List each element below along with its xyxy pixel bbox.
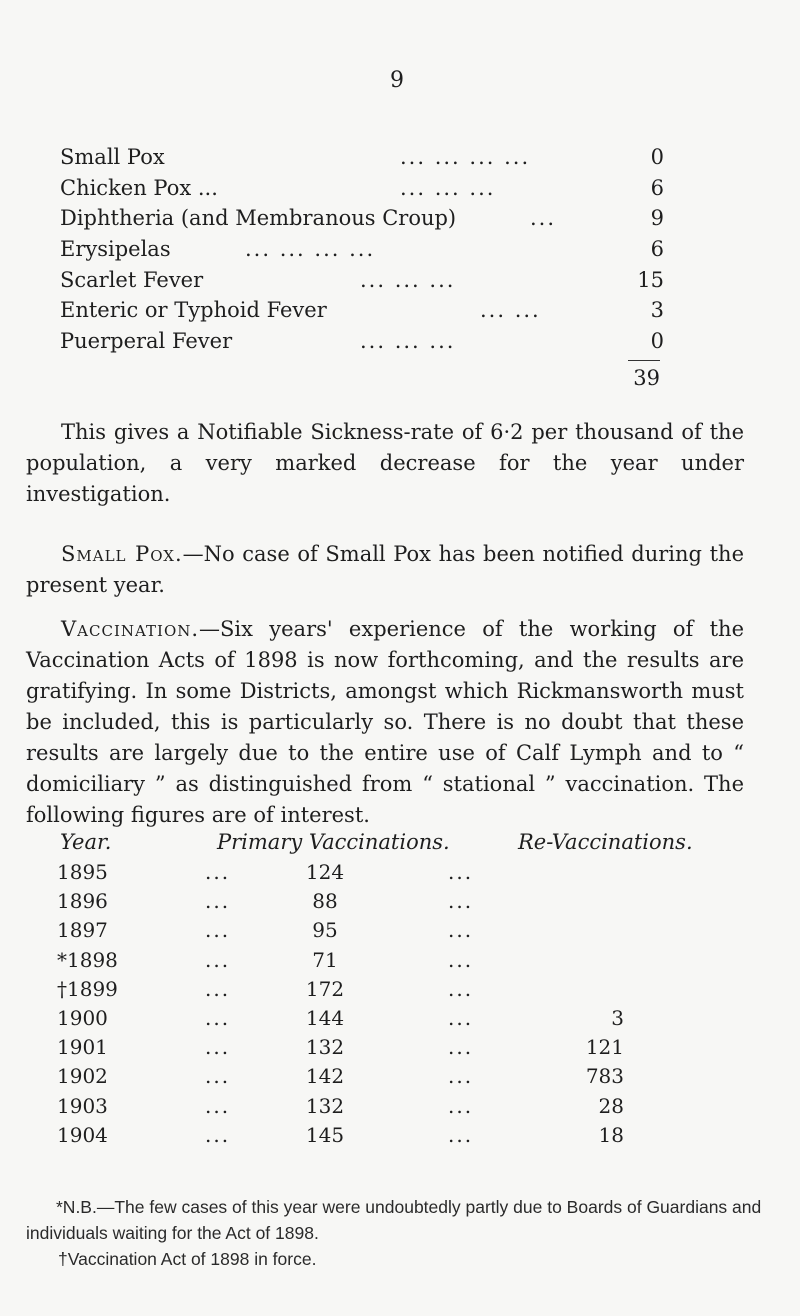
table-row bbox=[0, 1092, 800, 1121]
column-header-year: Year. bbox=[60, 830, 112, 854]
leader-dots: ... bbox=[448, 1035, 474, 1060]
disease-name: Diphtheria (and Membranous Croup) bbox=[60, 206, 457, 231]
leader-dots: ... bbox=[205, 918, 231, 943]
disease-total: 39 bbox=[633, 366, 660, 390]
revacc-cell: 3 bbox=[611, 1005, 624, 1030]
primary-cell: 124 bbox=[305, 860, 345, 884]
disease-name: Small Pox bbox=[60, 145, 165, 169]
table-row bbox=[0, 887, 800, 916]
disease-row bbox=[60, 173, 664, 204]
column-header-revaccinations: Re-Vaccinations. bbox=[518, 830, 693, 854]
small-pox-paragraph bbox=[26, 539, 744, 601]
leader-dots: ... bbox=[448, 1122, 474, 1147]
disease-count: 6 bbox=[650, 237, 664, 262]
paragraph-lead: Vaccination. bbox=[61, 617, 200, 641]
year-cell: 1896 bbox=[57, 889, 108, 914]
leader-dots: ... bbox=[448, 860, 474, 884]
year-cell: 1900 bbox=[57, 1005, 108, 1030]
disease-row bbox=[60, 142, 664, 173]
revacc-cell: 18 bbox=[598, 1122, 624, 1147]
disease-count: 3 bbox=[650, 298, 664, 323]
table-row bbox=[0, 1121, 800, 1150]
year-cell: 1904 bbox=[57, 1122, 108, 1147]
paragraph-body: —No case of Small Pox has been notified during the present year. bbox=[26, 542, 744, 597]
disease-row bbox=[60, 265, 664, 296]
year-cell: 1902 bbox=[57, 1064, 108, 1089]
disease-count: 6 bbox=[650, 175, 664, 200]
disease-count: 0 bbox=[650, 145, 664, 169]
disease-name: Scarlet Fever bbox=[60, 267, 204, 292]
paragraph-lead: Small Pox. bbox=[61, 542, 183, 566]
leader-dots: ... ... ... bbox=[400, 175, 496, 200]
disease-count: 0 bbox=[650, 329, 664, 354]
sickness-rate-paragraph: This gives a Notifiable Sickness-rate of 6·2 per thousand of the population, a very marked decrease for the year under investigation. bbox=[26, 420, 744, 506]
leader-dots: ... ... bbox=[480, 298, 541, 323]
total-rule bbox=[628, 360, 660, 361]
year-cell: 1903 bbox=[57, 1093, 108, 1118]
disease-name: Erysipelas bbox=[60, 237, 171, 262]
table-row bbox=[0, 1004, 800, 1033]
leader-dots: ... bbox=[448, 976, 474, 1001]
footnote-act: †Vaccination Act of 1898 in force. bbox=[58, 1248, 317, 1269]
disease-name: Chicken Pox ... bbox=[60, 175, 218, 200]
leader-dots: ... bbox=[205, 976, 231, 1001]
table-row bbox=[0, 1033, 800, 1062]
leader-dots: ... bbox=[205, 947, 231, 972]
leader-dots: ... ... ... ... bbox=[400, 145, 531, 169]
column-header-primary: Primary Vaccinations. bbox=[217, 830, 450, 854]
vaccination-paragraph bbox=[26, 614, 744, 831]
primary-cell: 132 bbox=[305, 1093, 345, 1118]
year-cell: 1897 bbox=[57, 918, 108, 943]
disease-table bbox=[60, 142, 664, 357]
disease-row bbox=[60, 295, 664, 326]
table-row bbox=[0, 975, 800, 1004]
leader-dots: ... ... ... bbox=[360, 267, 456, 292]
primary-cell: 71 bbox=[312, 947, 338, 972]
leader-dots: ... bbox=[448, 1005, 474, 1030]
leader-dots: ... bbox=[205, 1035, 231, 1060]
leader-dots: ... bbox=[205, 1005, 231, 1030]
primary-cell: 132 bbox=[305, 1035, 345, 1060]
disease-count: 9 bbox=[650, 206, 664, 231]
leader-dots: ... bbox=[205, 1064, 231, 1089]
disease-name: Puerperal Fever bbox=[60, 329, 233, 354]
footnote-nb: *N.B.—The few cases of this year were undoubtedly partly due to Boards of Guardians and individuals waiting for the Act of 1898. bbox=[26, 1196, 762, 1243]
disease-name: Enteric or Typhoid Fever bbox=[60, 298, 327, 323]
leader-dots: ... bbox=[448, 918, 474, 943]
table-row bbox=[0, 1062, 800, 1091]
revacc-cell: 783 bbox=[585, 1064, 624, 1089]
table-row bbox=[0, 946, 800, 975]
leader-dots: ... ... ... ... bbox=[245, 237, 376, 262]
leader-dots: ... bbox=[205, 1093, 231, 1118]
leader-dots: ... bbox=[205, 1122, 231, 1147]
vaccination-table bbox=[0, 858, 800, 1150]
page-number: 9 bbox=[390, 68, 404, 93]
disease-row bbox=[60, 234, 664, 265]
paragraph-body: —Six years' experience of the working of the Vaccination Acts of 1898 is now forthcoming, and the results are gratifying. In some Districts, amongst which Rickmansworth must be included, this is particularly so. There is no doubt that these results are largely due to the entire use of Calf Lymph and to “ domiciliary ” as distinguished from “ stational ” vaccination. The following figures are of interest. bbox=[26, 617, 744, 827]
disease-row bbox=[60, 326, 664, 357]
leader-dots: ... bbox=[448, 889, 474, 914]
leader-dots: ... ... ... bbox=[360, 329, 456, 354]
primary-cell: 88 bbox=[312, 889, 338, 914]
disease-row bbox=[60, 203, 664, 234]
leader-dots: ... bbox=[530, 206, 557, 231]
primary-cell: 95 bbox=[312, 918, 338, 943]
year-cell: †1899 bbox=[57, 976, 118, 1001]
primary-cell: 145 bbox=[305, 1122, 345, 1147]
leader-dots: ... bbox=[448, 947, 474, 972]
leader-dots: ... bbox=[448, 1093, 474, 1118]
leader-dots: ... bbox=[448, 1064, 474, 1089]
revacc-cell: 121 bbox=[585, 1035, 624, 1060]
primary-cell: 142 bbox=[305, 1064, 345, 1089]
primary-cell: 144 bbox=[305, 1005, 345, 1030]
leader-dots: ... bbox=[205, 860, 231, 884]
primary-cell: 172 bbox=[305, 976, 345, 1001]
table-row bbox=[0, 916, 800, 945]
year-cell: 1895 bbox=[57, 860, 108, 884]
leader-dots: ... bbox=[205, 889, 231, 914]
year-cell: *1898 bbox=[57, 947, 118, 972]
year-cell: 1901 bbox=[57, 1035, 108, 1060]
table-row bbox=[0, 858, 800, 887]
disease-count: 15 bbox=[637, 267, 664, 292]
revacc-cell: 28 bbox=[598, 1093, 624, 1118]
